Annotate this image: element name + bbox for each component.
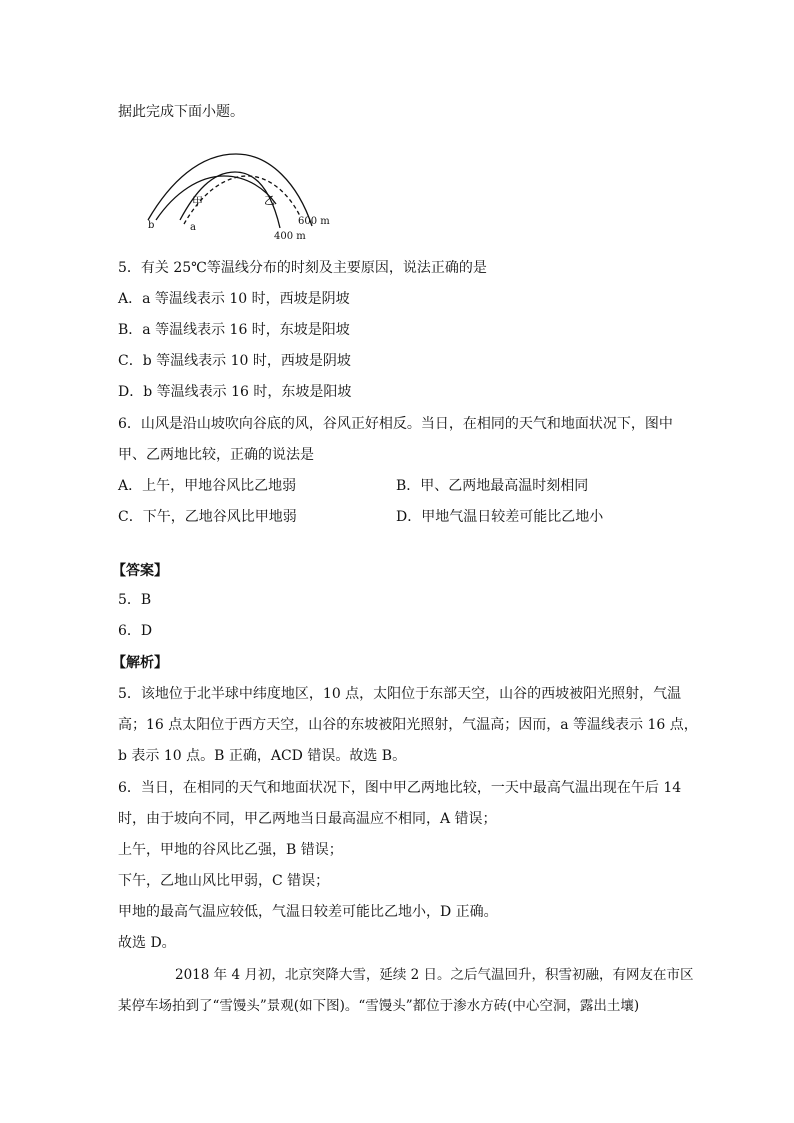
q6-option-a: A．上午，甲地谷风比乙地弱 [118,478,297,494]
q6-option-b: B．甲、乙两地最高温时刻相同 [396,478,589,494]
label-a: a [190,222,196,233]
intro-text: 据此完成下面小题。 [118,104,244,120]
label-b: b [148,220,155,231]
analysis-line: 高；16 点太阳位于西方天空，山谷的东坡被阳光照射，气温高；因而，a 等温线表示 16 点， [118,717,698,733]
analysis-line: b 表示 10 点。B 正确，ACD 错误。故选 B。 [118,748,407,764]
q6-option-c: C．下午，乙地谷风比甲地弱 [118,509,297,525]
analysis-line: 甲地的最高气温应较低，气温日较差可能比乙地小，D 正确。 [118,904,498,920]
next-passage-line1: 2018 年 4 月初，北京突降大雪，延续 2 日。之后气温回升，积雪初融，有网友在市区 [175,967,694,983]
contour-diagram [140,142,350,250]
analysis-line: 下午，乙地山风比甲弱，C 错误； [118,873,330,889]
q6-stem-line2: 甲、乙两地比较，正确的说法是 [118,447,314,463]
analysis-heading: 【解析】 [112,655,168,671]
q6-option-d: D．甲地气温日较差可能比乙地小 [396,509,604,525]
q5-option-a: A．a 等温线表示 10 时，西坡是阴坡 [118,291,350,307]
contour-400m-line [148,154,312,226]
label-600m: 600 m [298,216,330,227]
q5-option-c: C．b 等温线表示 10 时，西坡是阴坡 [118,353,351,369]
analysis-line: 时，由于坡向不同，甲乙两地当日最高温应不相同，A 错误； [118,811,497,827]
answer-line-6: 6．D [118,623,153,639]
answer-line-5: 5．B [118,592,152,608]
analysis-line: 6．当日，在相同的天气和地面状况下，图中甲乙两地比较，一天中最高气温出现在午后 14 [118,780,682,796]
q5-option-d: D．b 等温线表示 16 时，东坡是阳坡 [118,384,352,400]
contour-figure [140,142,350,250]
label-400m: 400 m [274,231,306,242]
q5-stem: 5．有关 25℃等温线分布的时刻及主要原因，说法正确的是 [118,260,487,276]
analysis-line: 5．该地位于北半球中纬度地区，10 点，太阳位于东部天空，山谷的西坡被阳光照射，气温 [118,686,682,702]
analysis-line: 故选 D。 [118,935,176,951]
q5-option-b: B．a 等温线表示 16 时，东坡是阳坡 [118,322,350,338]
next-passage-line2: 某停车场拍到了“雪馒头”景观(如下图)。“雪馒头”都位于渗水方砖(中心空洞，露出土壤) [118,998,640,1014]
q6-stem-line1: 6．山风是沿山坡吹向谷底的风，谷风正好相反。当日，在相同的天气和地面状况下，图中 [118,416,673,432]
analysis-line: 上午，甲地的谷风比乙强，B 错误； [118,842,343,858]
answer-heading: 【答案】 [112,563,168,579]
isotherm-b-line [156,176,276,220]
label-yi: 乙 [264,194,275,207]
label-jia: 甲 [192,195,203,208]
